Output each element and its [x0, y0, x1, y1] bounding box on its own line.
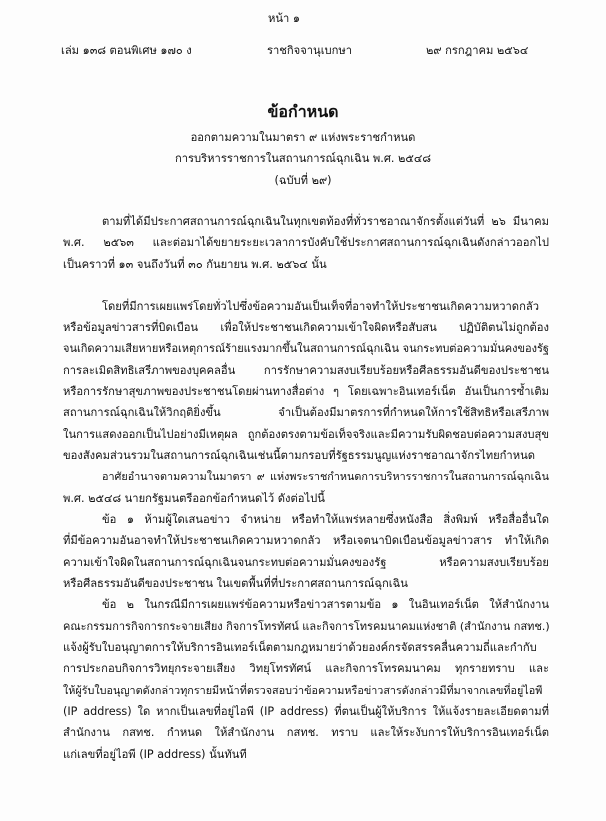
clause-2-line-2: คณะกรรมการกิจการกระจายเสียง กิจการโทรทัศน์ และกิจการโทรคมนาคมแห่งชาติ (สำนักงาน กสทช.) — [63, 620, 550, 633]
clause-1-line-4: หรือศีลธรรมอันดีของประชาชน ในเขตพื้นที่ที่ประกาศสถานการณ์ฉุกเฉิน — [63, 577, 408, 590]
gazette-name: ราชกิจจานุเบกษา — [267, 44, 353, 57]
paragraph-2-line-7: ในการแสดงออกเป็นไปอย่างมีเหตุผล ถูกต้องตรงตามข้อเท็จจริงและมีความรับผิดชอบต่อความสงบสุข — [63, 428, 549, 441]
clause-1-line-2: ที่มีข้อความอันอาจทำให้ประชาชนเกิดความหวาดกลัว หรือเจตนาบิดเบือนข้อมูลข่าวสาร ทำให้เกิด — [63, 534, 549, 547]
title-edition: (ฉบับที่ ๒๙) — [274, 174, 332, 187]
clause-2-line-7: สำนักงาน กสทช. กำหนด ให้สำนักงาน กสทช. ทราบ และให้ระงับการให้บริการอินเทอร์เน็ต — [63, 726, 549, 739]
page-number: หน้า ๑ — [268, 12, 300, 25]
page-title: ข้อกำหนด — [267, 102, 339, 121]
clause-2-line-6: (IP address) ใด หากเป็นเลขที่อยู่ไอพี (IP address) ที่ตนเป็นผู้ให้บริการ ให้แจ้งรายละเอียดตามที่ — [63, 705, 549, 718]
gazette-volume: เล่ม ๑๓๘ ตอนพิเศษ ๑๗๐ ง — [61, 44, 192, 57]
paragraph-2-line-4: การละเมิดสิทธิเสรีภาพของบุคคลอื่น การรักษาความสงบเรียบร้อยหรือศีลธรรมอันดีของประชาชน — [63, 364, 549, 377]
clause-2-line-5: ให้ผู้รับใบอนุญาตดังกล่าวทุกรายมีหน้าที่ตรวจสอบว่าข้อความหรือข่าวสารดังกล่าวมีที่มาจากเลขที่อยู่ไอพี — [63, 684, 543, 697]
paragraph-2-line-2: หรือข้อมูลข่าวสารที่บิดเบือน เพื่อให้ประชาชนเกิดความเข้าใจผิดหรือสับสน ปฏิบัติตนไม่ถูกต้อง — [63, 321, 549, 334]
clause-2-line-8: แก่เลขที่อยู่ไอพี (IP address) นั้นทันที — [63, 748, 247, 761]
paragraph-2-line-6: สถานการณ์ฉุกเฉินให้วิกฤติยิ่งขึ้น จำเป็นต้องมีมาตรการที่กำหนดให้การใช้สิทธิหรือเสรีภาพ — [63, 406, 549, 419]
clause-1-line-3: ความเข้าใจผิดในสถานการณ์ฉุกเฉินจนกระทบต่อความมั่นคงของรัฐ หรือความสงบเรียบร้อย — [63, 556, 549, 569]
paragraph-2-line-5: หรือการรักษาสุขภาพของประชาชนโดยผ่านทางสื่อต่าง ๆ โดยเฉพาะอินเทอร์เน็ต อันเป็นการซ้ำเติม — [63, 385, 549, 398]
clause-2-line-1: ข้อ ๒ ในกรณีมีการเผยแพร่ข้อความหรือข่าวสารตามข้อ ๑ ในอินเทอร์เน็ต ให้สำนักงาน — [102, 598, 549, 611]
gazette-date: ๒๙ กรกฎาคม ๒๕๖๔ — [426, 44, 529, 57]
clause-2-line-4: การประกอบกิจการวิทยุกระจายเสียง วิทยุโทรทัศน์ และกิจการโทรคมนาคม ทุกรายทราบ และ — [63, 662, 549, 675]
paragraph-1-line-2: พ.ศ. ๒๕๖๓ และต่อมาได้ขยายระยะเวลาการบังคับใช้ประกาศสถานการณ์ฉุกเฉินดังกล่าวออกไป — [63, 236, 549, 249]
paragraph-2-line-8: ของสังคมส่วนรวมในสถานการณ์ฉุกเฉินเช่นนี้ตามกรอบที่รัฐธรรมนูญแห่งราชอาณาจักรไทยกำหนด — [63, 449, 535, 462]
paragraph-1-line-1: ตามที่ได้มีประกาศสถานการณ์ฉุกเฉินในทุกเขตท้องที่ทั่วราชอาณาจักรตั้งแต่วันที่ ๒๖ มีนาคม — [102, 215, 549, 228]
paragraph-2-line-1: โดยที่มีการเผยแพร่โดยทั่วไปซึ่งข้อความอันเป็นเท็จที่อาจทำให้ประชาชนเกิดความหวาดกลัว — [102, 300, 539, 313]
paragraph-3-line-2: พ.ศ. ๒๕๔๘ นายกรัฐมนตรีออกข้อกำหนดไว้ ดังต่อไปนี้ — [63, 492, 325, 505]
paragraph-1-line-3: เป็นคราวที่ ๑๓ จนถึงวันที่ ๓๐ กันยายน พ.ศ. ๒๕๖๔ นั้น — [63, 258, 327, 271]
paragraph-3-line-1: อาศัยอำนาจตามความในมาตรา ๙ แห่งพระราชกำหนดการบริหารราชการในสถานการณ์ฉุกเฉิน — [102, 470, 549, 483]
clause-2-line-3: แจ้งผู้รับใบอนุญาตการให้บริการอินเทอร์เน็ตตามกฎหมายว่าด้วยองค์กรจัดสรรคลื่นความถี่และกำกับ — [63, 641, 537, 654]
title-subtitle-1: ออกตามความในมาตรา ๙ แห่งพระราชกำหนด — [190, 131, 416, 144]
title-subtitle-2: การบริหารราชการในสถานการณ์ฉุกเฉิน พ.ศ. ๒๕๔๘ — [174, 152, 431, 165]
clause-1-line-1: ข้อ ๑ ห้ามผู้ใดเสนอข่าว จำหน่าย หรือทำให้แพร่หลายซึ่งหนังสือ สิ่งพิมพ์ หรือสื่ออื่นใด — [102, 513, 549, 526]
paragraph-2-line-3: จนเกิดความเสียหายหรือเหตุการณ์ร้ายแรงมากขึ้นในสถานการณ์ฉุกเฉิน จนกระทบต่อความมั่นคงของรัฐ — [63, 342, 549, 355]
